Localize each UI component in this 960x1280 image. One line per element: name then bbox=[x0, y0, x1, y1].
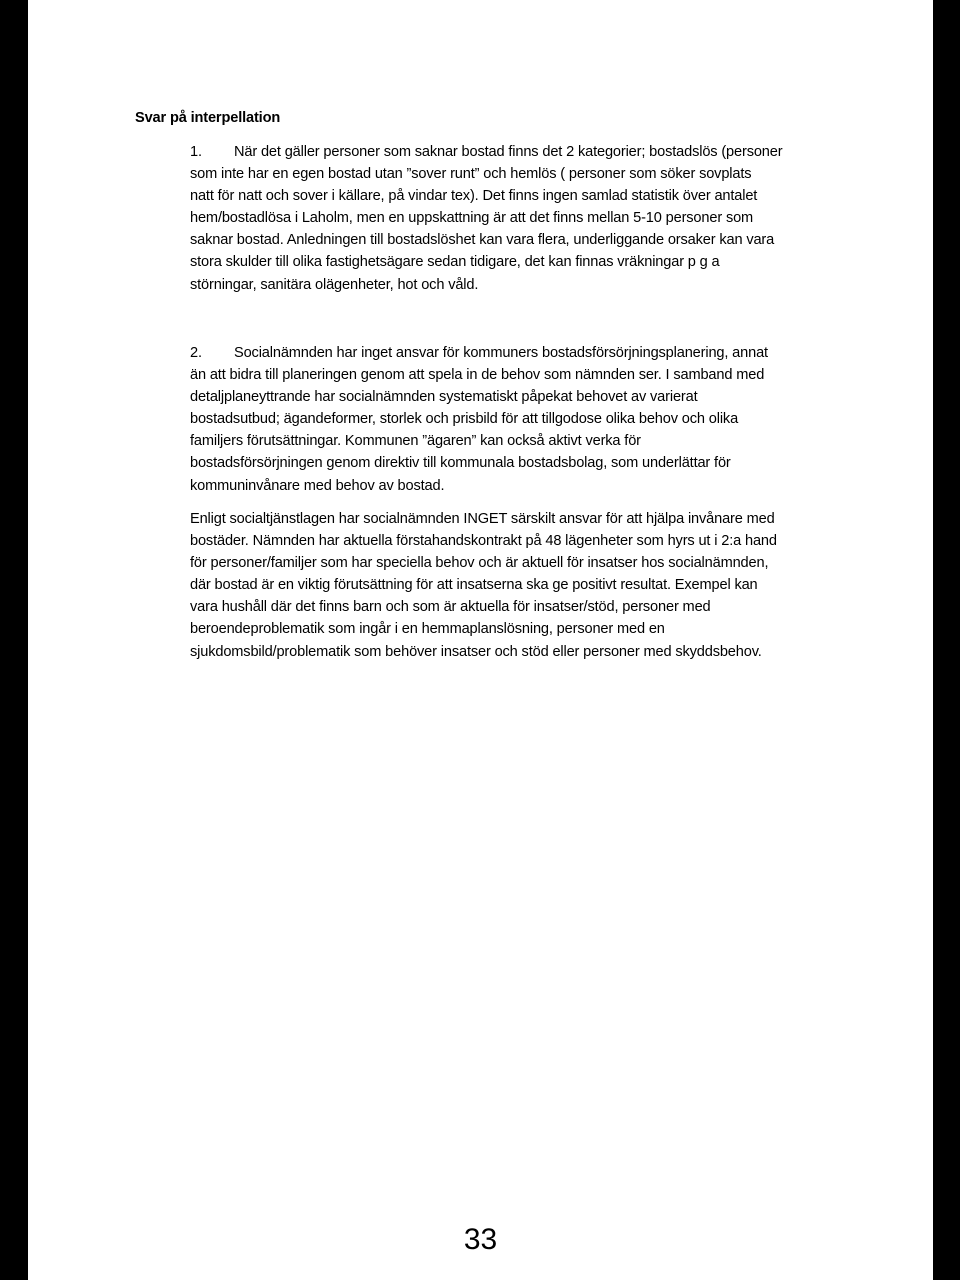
answer-item-1-line: som inte har en egen bostad utan ”sover runt” och hemlös ( personer som söker sovplats bbox=[190, 166, 752, 183]
body-paragraph-line: Enligt socialtjänstlagen har socialnämnden INGET särskilt ansvar för att hjälpa invånare med bbox=[190, 511, 775, 527]
answer-item-1-text: När det gäller personer som saknar bostad finns det 2 kategorier; bostadslös (personer bbox=[234, 144, 783, 160]
page-number: 33 bbox=[463, 1223, 498, 1256]
answer-item-1-line bbox=[190, 141, 840, 163]
body-paragraph-line: bostäder. Nämnden har aktuella förstahandskontrakt på 48 lägenheter som hyrs ut i 2:a hand bbox=[190, 533, 777, 550]
answer-item-1-line: störningar, sanitära olägenheter, hot och våld. bbox=[190, 276, 479, 293]
answer-item-1-line: stora skulder till olika fastighetsägare sedan tidigare, det kan finnas vräkningar p g a bbox=[190, 254, 720, 271]
answer-item-2-line: familjers förutsättningar. Kommunen ”ägaren” kan också aktivt verka för bbox=[190, 433, 641, 450]
answer-item-1-line: hem/bostadlösa i Laholm, men en uppskattning är att det finns mellan 5-10 personer som bbox=[190, 210, 754, 227]
answer-item-2-line: detaljplaneyttrande har socialnämnden systematiskt påpekat behovet av varierat bbox=[190, 389, 698, 406]
answer-item-1-number: 1. bbox=[190, 144, 202, 160]
answer-item-2-line bbox=[190, 342, 840, 364]
body-paragraph-line: där bostad är en viktig förutsättning för att insatserna ska ge positivt resultat. Exempel kan bbox=[190, 577, 758, 594]
document-page bbox=[28, 0, 933, 1280]
body-paragraph-line: för personer/familjer som har speciella behov och är aktuell för insatser hos socialnämnden, bbox=[190, 555, 769, 572]
answer-item-1-line: saknar bostad. Anledningen till bostadslöshet kan vara flera, underliggande orsaker kan vara bbox=[190, 232, 775, 249]
answer-item-2-number: 2. bbox=[190, 345, 202, 361]
answer-item-2 bbox=[190, 342, 840, 497]
answer-item-2-line: än att bidra till planeringen genom att spela in de behov som nämnden ser. I samband med bbox=[190, 367, 765, 384]
answer-item-1 bbox=[190, 141, 840, 296]
answer-item-2-line: kommuninvånare med behov av bostad. bbox=[190, 477, 445, 494]
answer-item-2-line: bostadsutbud; ägandeformer, storlek och prisbild för att tillgodose olika behov och olika bbox=[190, 411, 739, 428]
answer-item-1-line: natt för natt och sover i källare, på vindar tex). Det finns ingen samlad statistik över antalet bbox=[190, 188, 758, 205]
answer-item-2-text: Socialnämnden har inget ansvar för kommuners bostadsförsörjningsplanering, annat bbox=[234, 345, 768, 361]
body-paragraph-line: vara hushåll där det finns barn och som är aktuella för insatser/stöd, personer med bbox=[190, 599, 711, 616]
body-paragraph bbox=[190, 508, 840, 663]
body-paragraph-line: beroendeproblematik som ingår i en hemmaplanslösning, personer med en bbox=[190, 621, 665, 638]
body-paragraph-line: sjukdomsbild/problematik som behöver insatser och stöd eller personer med skyddsbehov. bbox=[190, 643, 762, 660]
answer-item-2-line: bostadsförsörjningen genom direktiv till kommunala bostadsbolag, som underlättar för bbox=[190, 455, 731, 472]
document-heading: Svar på interpellation bbox=[135, 110, 281, 126]
